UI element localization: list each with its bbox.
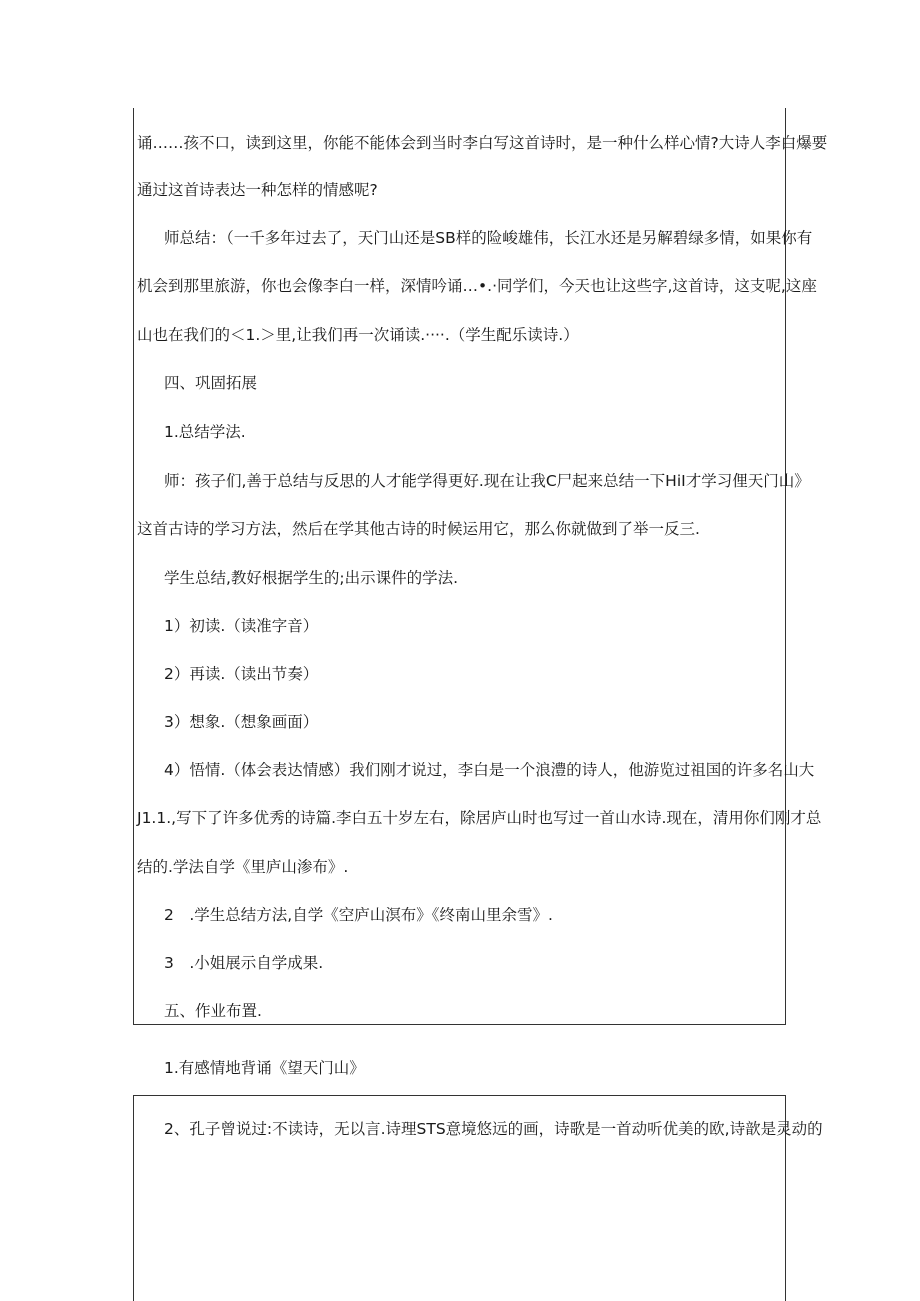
subheading: 1.总结学法. (164, 423, 246, 441)
paragraph-line: 师总结：（一千多年过去了，天门山还是SB样的险峻雄伟，长江水还是另解碧绿多情，如果你有 (164, 229, 813, 247)
list-item: 2）再读.（读出节奏） (164, 665, 319, 683)
list-item: 3 .小姐展示自学成果. (164, 954, 324, 972)
paragraph-line: J1.1.,写下了许多优秀的诗篇.李白五十岁左右，除居庐山时也写过一首山水诗.现在，清用你们刚才总 (137, 809, 822, 827)
paragraph-line: 1.有感情地背诵《望天门山》 (164, 1059, 365, 1077)
paragraph-line: 结的.学法自学《里庐山渗布》. (137, 858, 349, 876)
paragraph-line: 山也在我们的＜1.＞里,让我们再一次诵读.····.（学生配乐读诗.） (137, 326, 579, 344)
paragraph-line: 这首古诗的学习方法，然后在学其他古诗的时候运用它，那么你就做到了举一反三. (137, 520, 700, 538)
paragraph-line: 诵……孩不口，读到这里，你能不能体会到当时李白写这首诗时，是一种什么样心情?大诗人李白爆要 (137, 134, 828, 152)
list-item: 2 .学生总结方法,自学《空庐山溟布》《终南山里余雪》. (164, 906, 553, 924)
list-item: 3）想象.（想象画面） (164, 713, 319, 731)
paragraph-line: 机会到那里旅游，你也会像李白一样，深情吟诵…•.·同学们，今天也让这些字,这首诗，这支呢,这座 (137, 277, 817, 295)
section-heading: 五、作业布置. (164, 1002, 262, 1020)
paragraph-line: 学生总结,教好根据学生的;出示课件的学法. (164, 569, 459, 587)
paragraph-line: 4）悟情.（体会表达情感）我们刚才说过，李白是一个浪澧的诗人，他游览过祖国的许多名山大 (164, 761, 815, 779)
list-item: 1）初读.（读准字音） (164, 617, 319, 635)
section-heading: 四、巩固拓展 (164, 374, 258, 392)
paragraph-line: 2、孔子曾说过:不读诗，无以言.诗理STS意境悠远的画，诗歌是一首动听优美的欧,诗歆是灵动的 (164, 1120, 823, 1138)
paragraph-line: 师：孩子们,善于总结与反思的人才能学得更好.现在让我C尸起来总结一下HiI才学习俚天门山》 (164, 472, 810, 490)
paragraph-line: 通过这首诗表达一种怎样的情感呢? (137, 181, 378, 199)
